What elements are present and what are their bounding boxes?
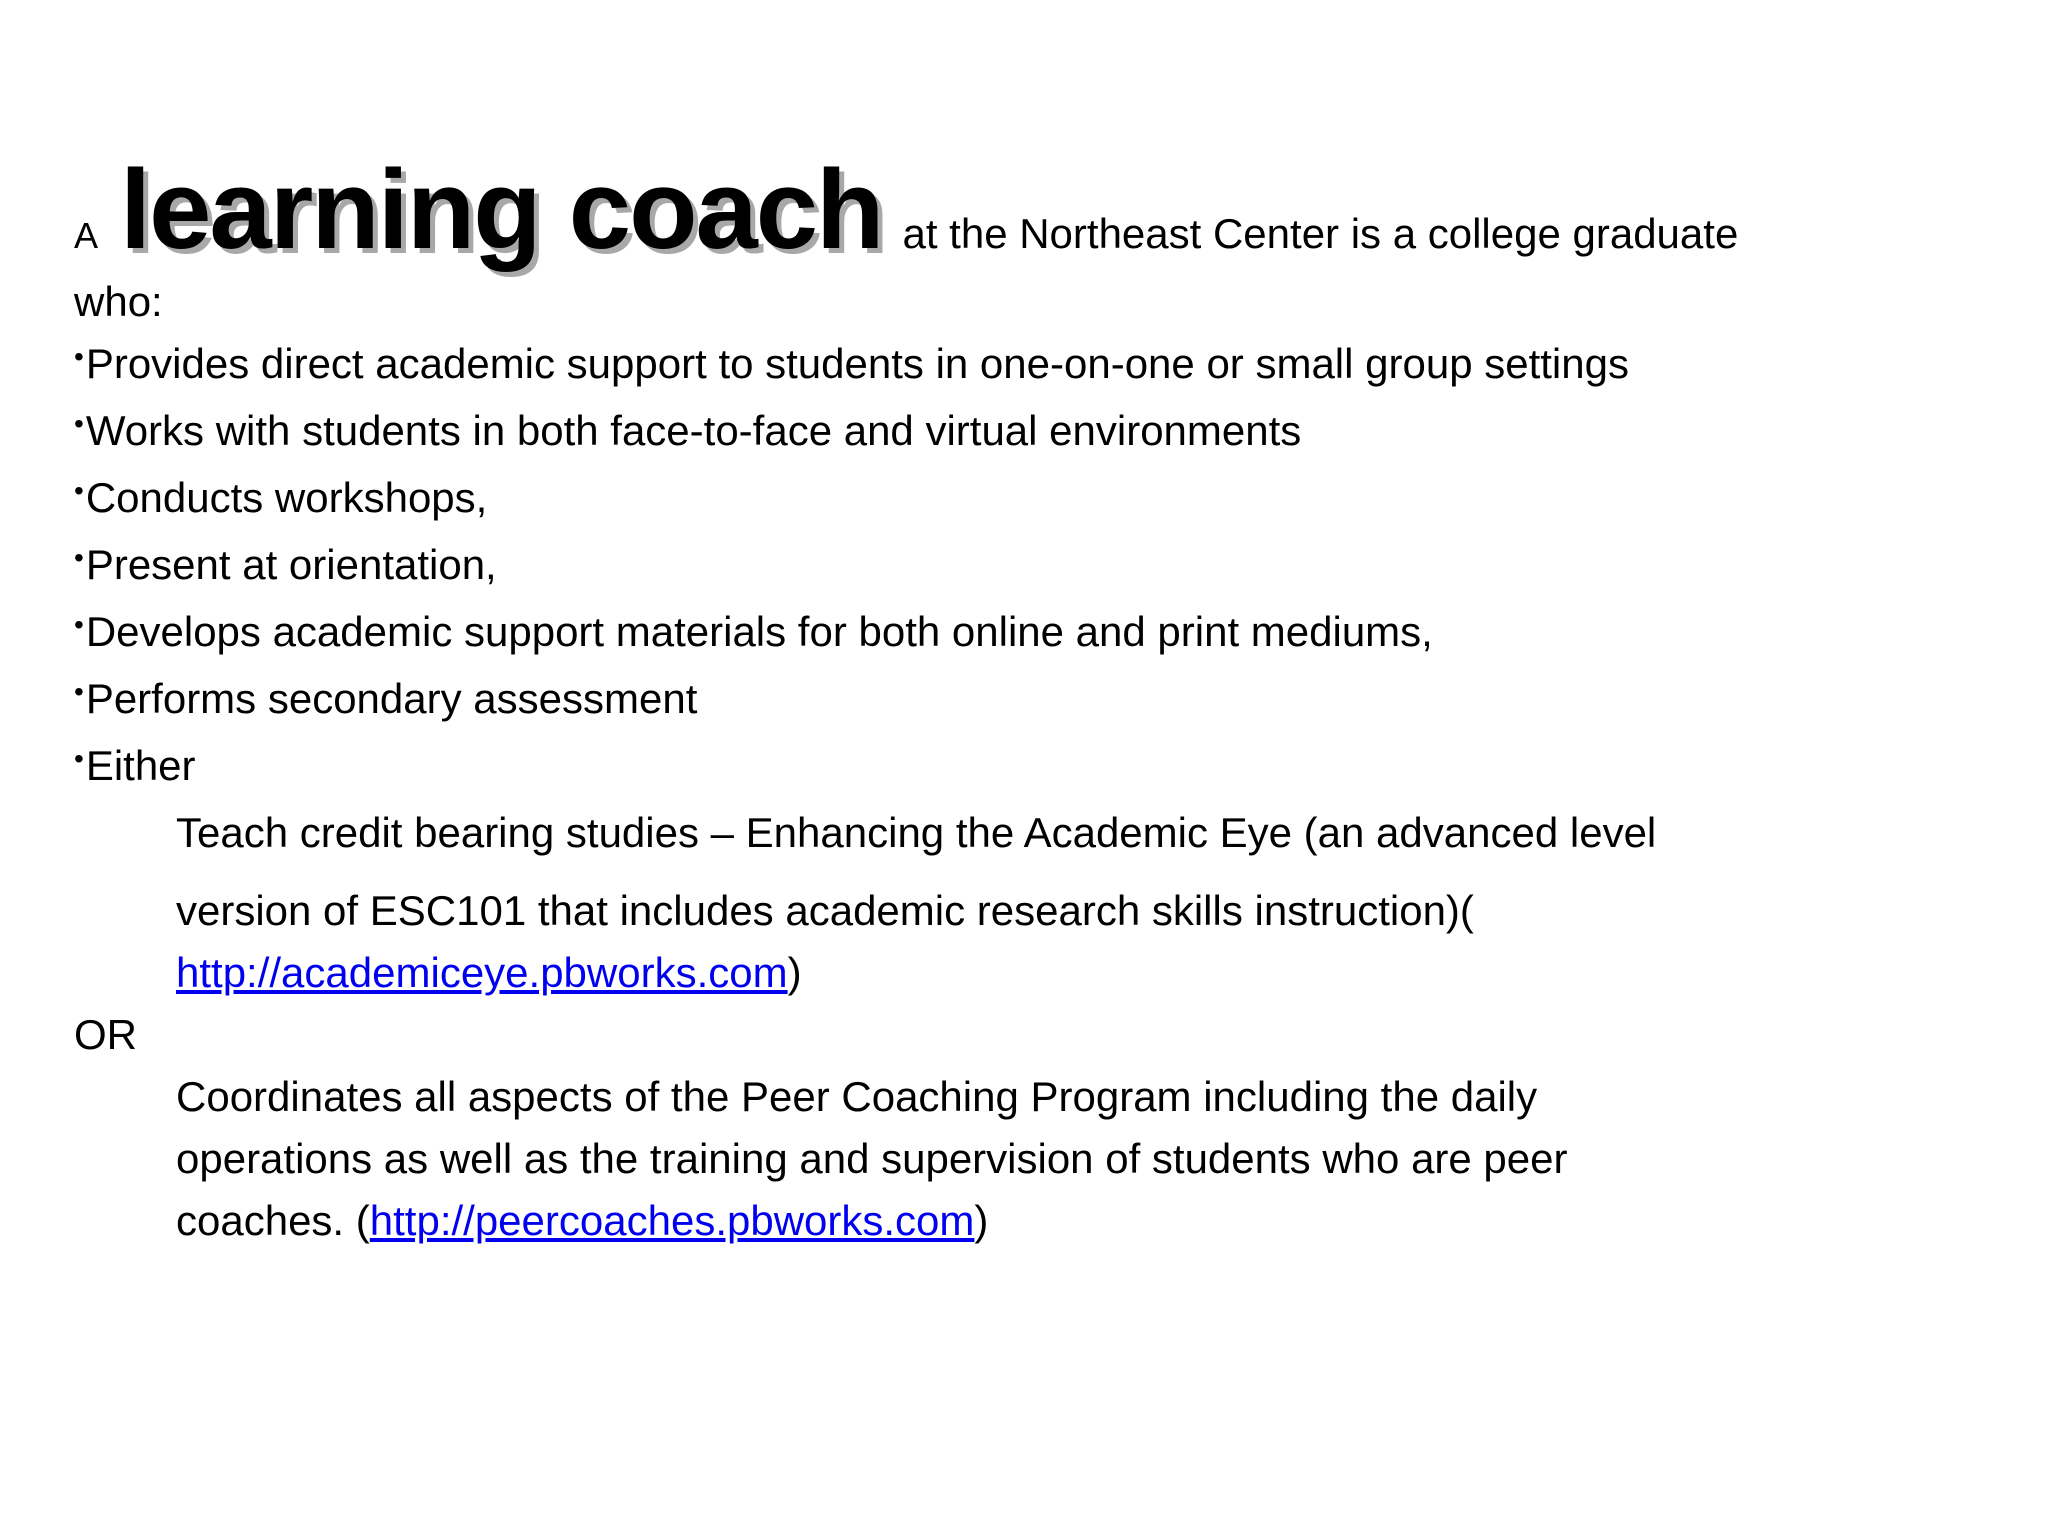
- list-item: [74, 333, 1974, 400]
- list-item-text: Works with students in both face-to-face and virtual environments: [85, 407, 1302, 454]
- intro-continuation: who:: [74, 278, 163, 325]
- list-item: [74, 467, 1974, 534]
- option-coordinate-line-3: [176, 1190, 1974, 1252]
- list-item-text: Present at orientation,: [85, 541, 497, 588]
- peercoaches-link[interactable]: http://peercoaches.pbworks.com: [369, 1197, 975, 1244]
- intro-suffix: at the Northeast Center is a college graduate: [902, 210, 1739, 257]
- option-teach: [176, 802, 1974, 1004]
- bullet-icon: •: [74, 408, 84, 439]
- bullet-icon: •: [74, 341, 84, 372]
- academiceye-link[interactable]: http://academiceye.pbworks.com: [176, 949, 788, 996]
- learning-coach-heading: learning coach: [120, 147, 883, 272]
- option-teach-line-3: [176, 942, 1974, 1004]
- bullet-icon: •: [74, 542, 84, 573]
- option-coordinate-line-2: operations as well as the training and supervision of students who are peer: [176, 1135, 1568, 1182]
- option-coordinate-prefix: coaches. (: [176, 1197, 370, 1244]
- list-item: [74, 534, 1974, 601]
- option-teach-line-1: Teach credit bearing studies – Enhancing the Academic Eye (an advanced level: [176, 809, 1657, 856]
- bullet-icon: •: [74, 475, 84, 506]
- option-teach-line-2: version of ESC101 that includes academic research skills instruction)(: [176, 887, 1474, 934]
- list-item-text: Conducts workshops,: [85, 474, 488, 521]
- duties-list: [74, 333, 1974, 802]
- or-label: OR: [74, 1011, 137, 1058]
- link-close-paren: ): [974, 1197, 989, 1244]
- option-coordinate: [176, 1066, 1974, 1252]
- list-item: [74, 735, 1974, 802]
- list-item-text: Develops academic support materials for both online and print mediums,: [85, 608, 1433, 655]
- bullet-icon: •: [74, 743, 84, 774]
- list-item-text: Provides direct academic support to students in one-on-one or small group settings: [85, 340, 1629, 387]
- list-item-text: Either: [85, 742, 196, 789]
- list-item-text: Performs secondary assessment: [85, 675, 698, 722]
- intro-line: [74, 147, 1974, 272]
- list-item: [74, 668, 1974, 735]
- bullet-icon: •: [74, 676, 84, 707]
- link-close-paren: ): [787, 949, 802, 996]
- intro-prefix: A: [74, 215, 99, 256]
- option-coordinate-line-1: Coordinates all aspects of the Peer Coaching Program including the daily: [176, 1073, 1538, 1120]
- slide-content: [74, 147, 1974, 1252]
- bullet-icon: •: [74, 609, 84, 640]
- list-item: [74, 400, 1974, 467]
- list-item: [74, 601, 1974, 668]
